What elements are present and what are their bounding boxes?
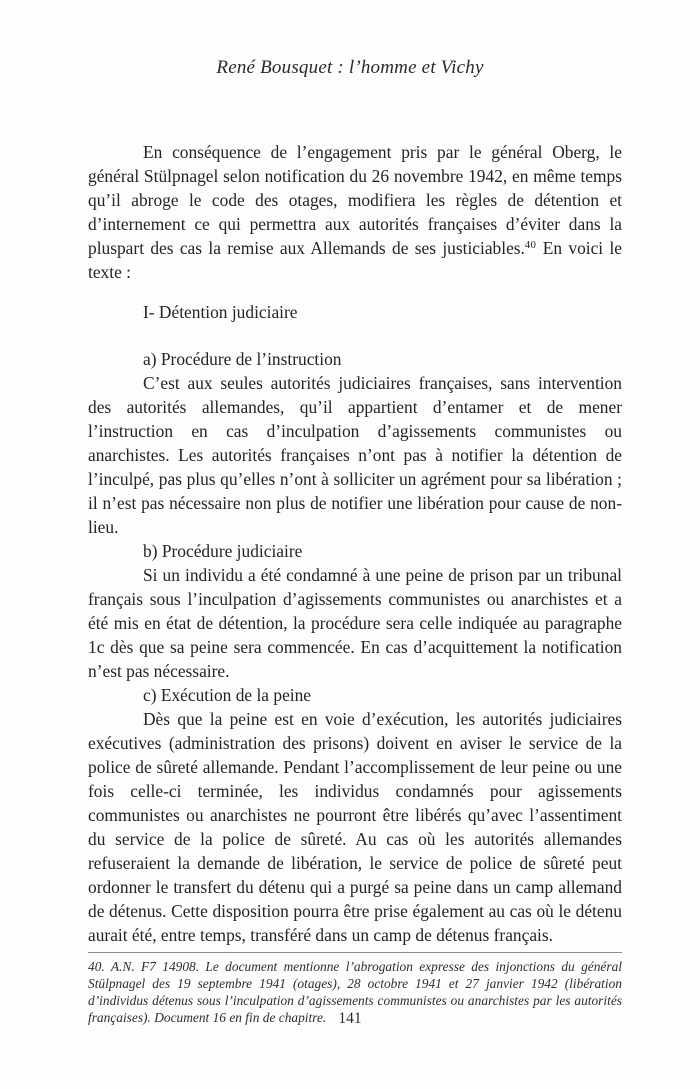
intro-paragraph <box>88 140 622 284</box>
text-column <box>88 140 622 1026</box>
subsection-b-heading: b) Procédure judiciaire <box>143 541 303 561</box>
footnote-reference: 40 <box>524 240 537 251</box>
section-heading: I- Détention judiciaire <box>143 302 298 322</box>
subsection-c-heading: c) Exécution de la peine <box>143 685 312 705</box>
subsection-a-paragraph: C’est aux seules autorités judiciaires françaises, sans intervention des autorités allemandes, qu’il appartient d’entamer et de mener l’instruction en cas d’inculpation d’agissements communistes ou anarchistes. Les autorités françaises n’ont pas à notifier la détention de l’inculpé, pas plus qu’elles n’ont à solliciter un agrément pour sa libération ; il n’est pas nécessaire non plus de notifier une libération pour cause de non-lieu. <box>88 373 622 537</box>
page-number: 141 <box>338 1010 362 1027</box>
subsection-b-paragraph: Si un individu a été condamné à une peine de prison par un tribunal français sous l’inculpation d’agissements communistes ou anarchistes et a été mis en état de détention, la procédure sera celle indiquée au paragraphe 1c dès que sa peine sera commencée. En cas d’acquittement la notification n’est pas nécessaire. <box>88 565 622 681</box>
subsection-a-heading: a) Procédure de l’instruction <box>143 349 342 369</box>
intro-text-before: En conséquence de l’engagement pris par le général Oberg, le général Stülpnagel selon notification du 26 novembre 1942, en même temps qu’il abroge le code des otages, modifiera les règles de détention et d’internement ce qui permettra aux autorités françaises d’éviter dans la pluspart des cas la remise aux Allemands de ses justiciables. <box>88 142 622 258</box>
footnote-text: 40. A.N. F7 14908. Le document mentionne l’abrogation expresse des injonctions du général Stülpnagel des 19 septembre 1941 (otages), 28 octobre 1941 et 27 janvier 1942 (libération d’individus détenus sous l’inculpation d’agissements communistes ou anarchistes par les autorités françaises). Document 16 en fin de chapitre. <box>88 959 622 1025</box>
footnote-separator <box>88 952 622 953</box>
running-head: René Bousquet : l’homme et Vichy <box>216 57 484 78</box>
intro-text-after: En voici le texte : <box>88 238 623 282</box>
subsection-c-paragraph: Dès que la peine est en voie d’exécution, les autorités judiciaires exécutives (administration des prisons) doivent en aviser le service de la police de sûreté allemande. Pendant l’accomplissement de leur peine ou une fois celle-ci terminée, les individus condamnés pour agissements communistes ou anarchistes ne pourront être libérés qu’avec l’assentiment du service de la police de sûreté. Au cas où les autorités allemandes refuseraient la demande de libération, le service de police de sûreté peut ordonner le transfert du détenu qui a purgé sa peine dans un camp allemand de détenus. Cette disposition pourra être prise également au cas où le détenu aurait été, entre temps, transféré dans un camp de détenus français. <box>88 709 622 945</box>
